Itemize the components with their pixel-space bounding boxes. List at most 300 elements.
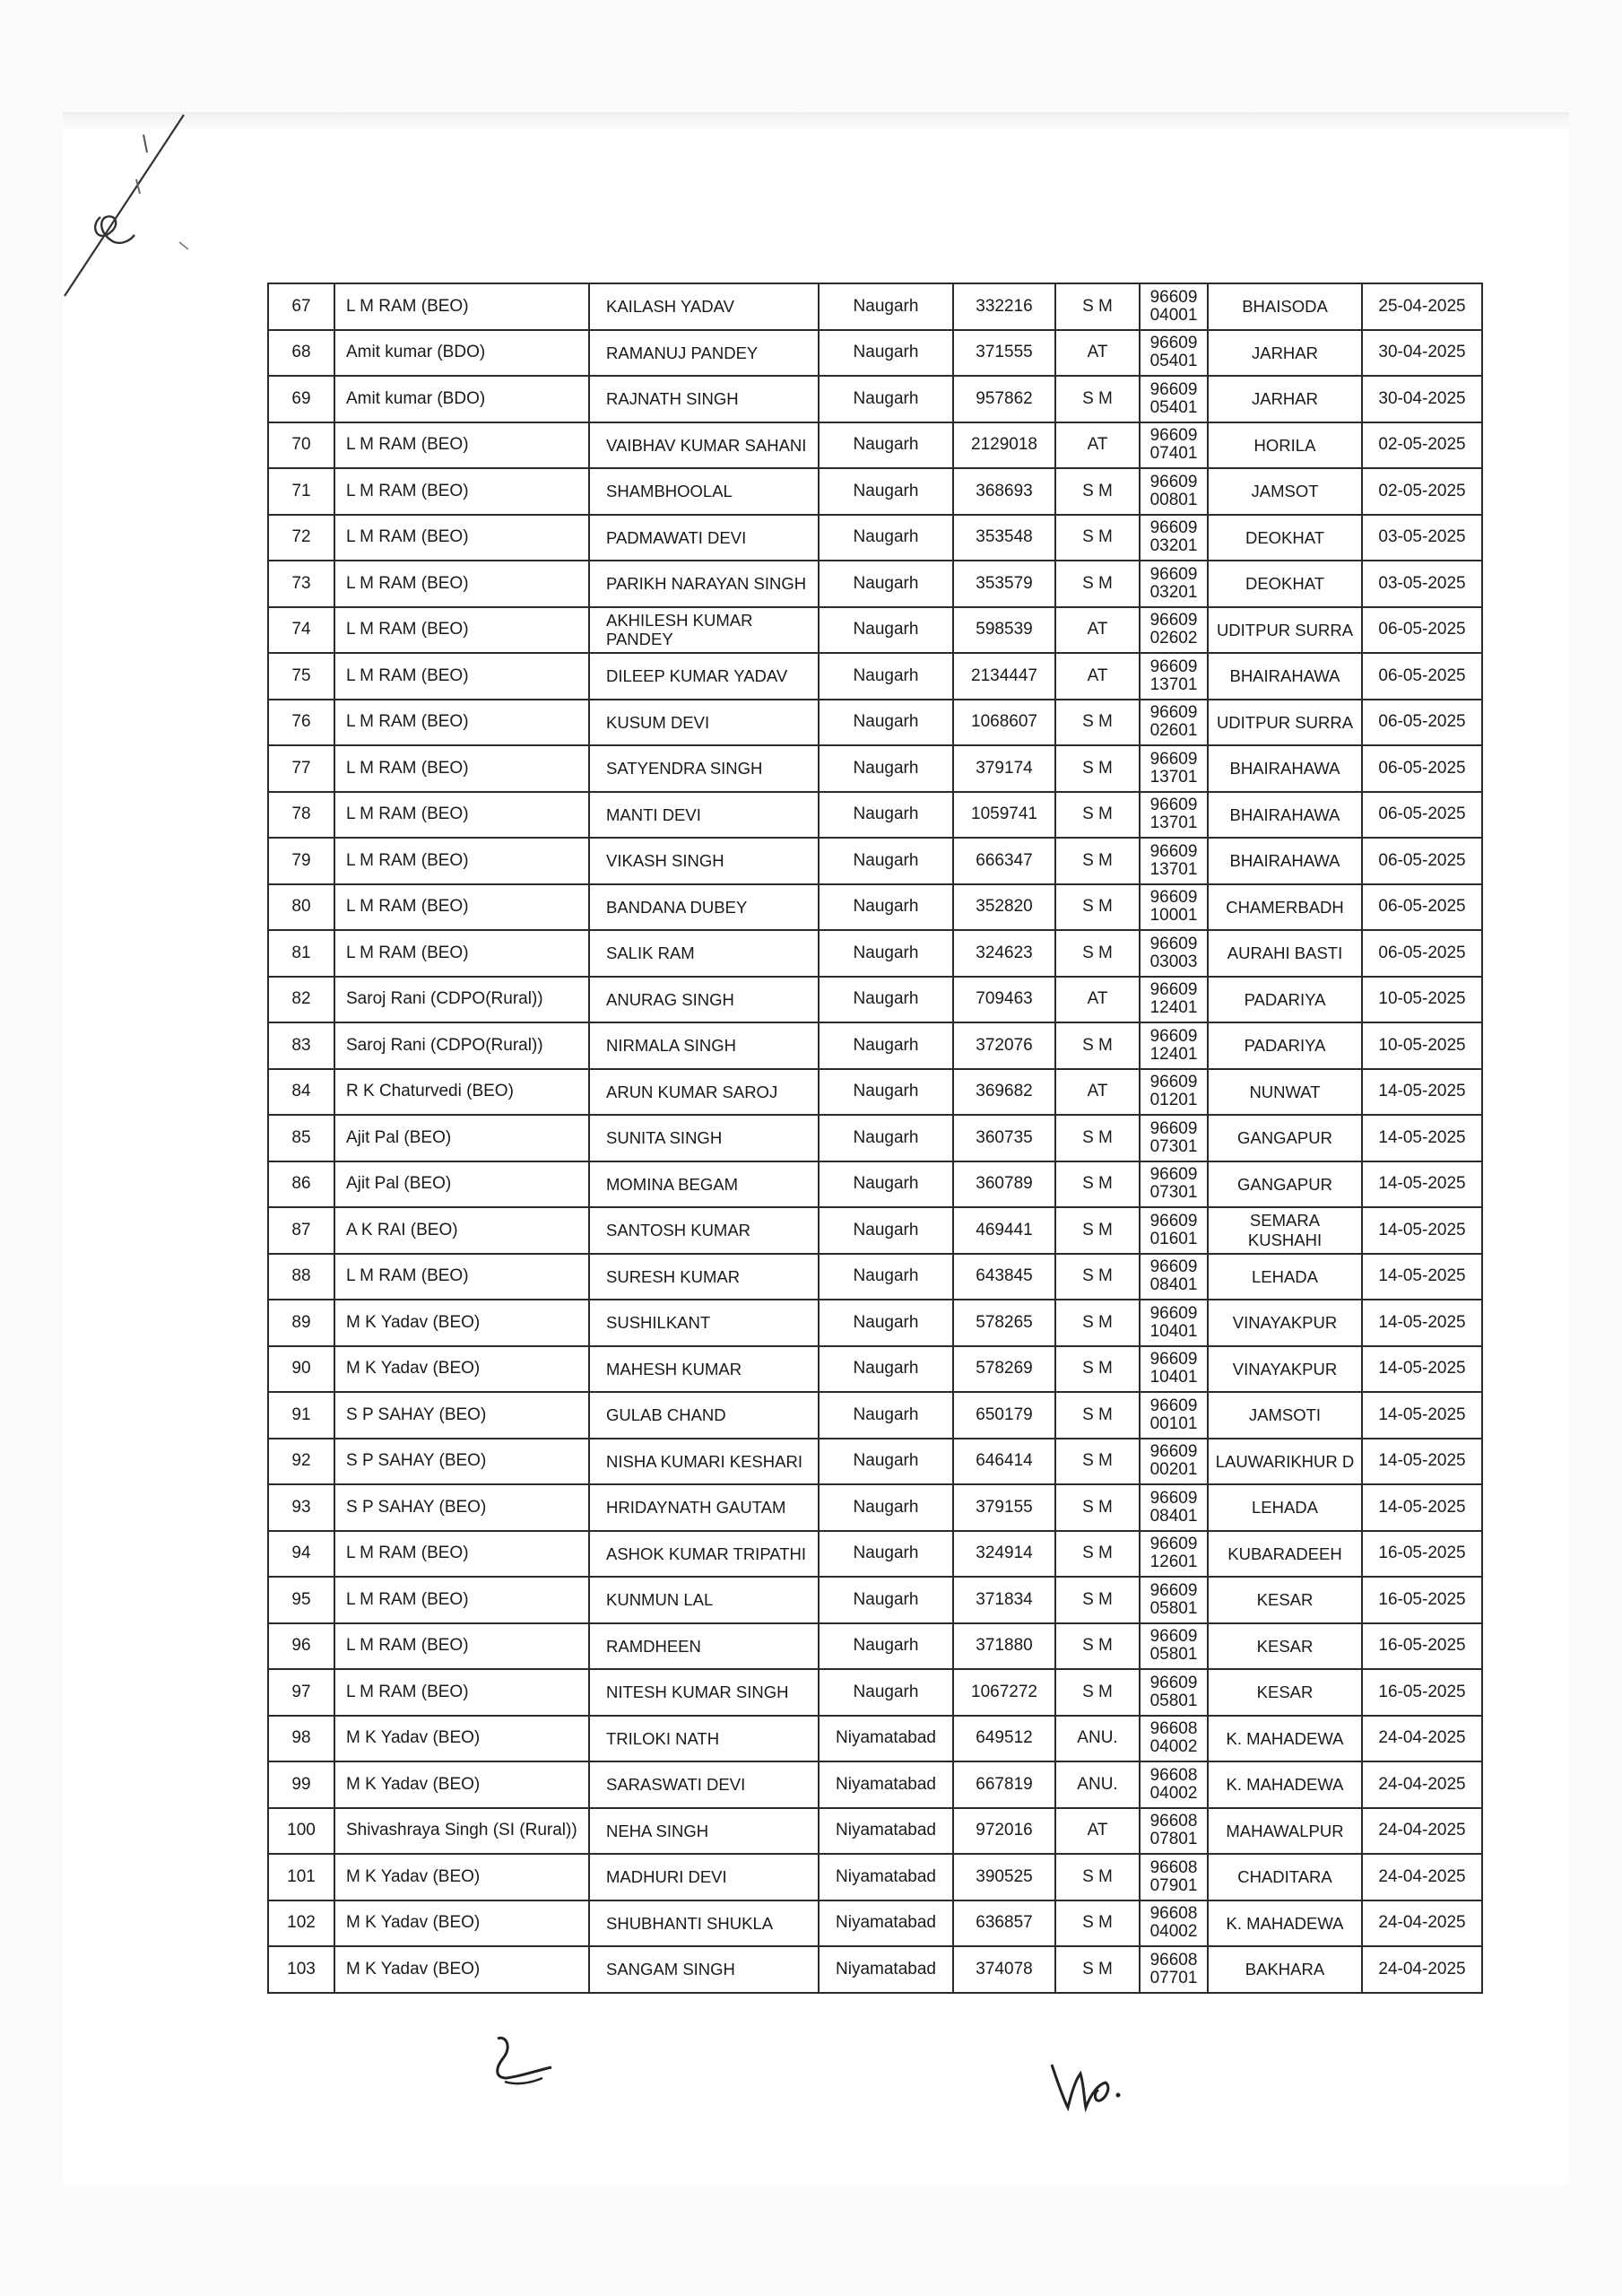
officer-cell: L M RAM (BEO) xyxy=(334,515,589,561)
post-cell: S M xyxy=(1055,1669,1140,1716)
post-cell: S M xyxy=(1055,283,1140,330)
school-code-cell: 96609 07301 xyxy=(1140,1161,1208,1208)
table-row xyxy=(268,884,1482,931)
serial-number-cell: 74 xyxy=(268,607,334,654)
table-row xyxy=(268,1854,1482,1900)
date-cell: 03-05-2025 xyxy=(1362,515,1482,561)
employee-id-cell: 372076 xyxy=(953,1022,1055,1069)
school-location-cell: LEHADA xyxy=(1208,1484,1362,1531)
employee-id-cell: 374078 xyxy=(953,1946,1055,1993)
employee-id-cell: 709463 xyxy=(953,977,1055,1023)
table-row xyxy=(268,977,1482,1023)
serial-number-cell: 82 xyxy=(268,977,334,1023)
school-code-cell: 96609 10401 xyxy=(1140,1346,1208,1393)
officer-cell: L M RAM (BEO) xyxy=(334,884,589,931)
teacher-name-cell: MANTI DEVI xyxy=(589,792,819,839)
school-location-cell: BHAIRAHAWA xyxy=(1208,838,1362,884)
officer-cell: L M RAM (BEO) xyxy=(334,1577,589,1623)
employee-id-cell: 371555 xyxy=(953,330,1055,377)
serial-number-cell: 72 xyxy=(268,515,334,561)
school-code-cell: 96609 08401 xyxy=(1140,1484,1208,1531)
block-cell: Naugarh xyxy=(819,561,953,607)
block-cell: Naugarh xyxy=(819,376,953,422)
employee-id-cell: 353548 xyxy=(953,515,1055,561)
post-cell: S M xyxy=(1055,792,1140,839)
block-cell: Naugarh xyxy=(819,700,953,746)
employee-id-cell: 360735 xyxy=(953,1115,1055,1161)
teacher-name-cell: RAMDHEEN xyxy=(589,1623,819,1670)
serial-number-cell: 69 xyxy=(268,376,334,422)
block-cell: Naugarh xyxy=(819,930,953,977)
post-cell: S M xyxy=(1055,376,1140,422)
school-code-cell: 96609 12401 xyxy=(1140,977,1208,1023)
block-cell: Naugarh xyxy=(819,1623,953,1670)
table-row xyxy=(268,1022,1482,1069)
table-row xyxy=(268,1069,1482,1116)
serial-number-cell: 94 xyxy=(268,1531,334,1578)
teacher-name-cell: NIRMALA SINGH xyxy=(589,1022,819,1069)
block-cell: Naugarh xyxy=(819,1207,953,1254)
school-code-cell: 96609 05401 xyxy=(1140,330,1208,377)
school-location-cell: K. MAHADEWA xyxy=(1208,1900,1362,1947)
post-cell: AT xyxy=(1055,653,1140,700)
date-cell: 14-05-2025 xyxy=(1362,1069,1482,1116)
table-row xyxy=(268,1761,1482,1808)
date-cell: 16-05-2025 xyxy=(1362,1577,1482,1623)
table-row xyxy=(268,561,1482,607)
serial-number-cell: 67 xyxy=(268,283,334,330)
table-row xyxy=(268,1439,1482,1485)
school-code-cell: 96609 05801 xyxy=(1140,1623,1208,1670)
block-cell: Naugarh xyxy=(819,422,953,469)
serial-number-cell: 102 xyxy=(268,1900,334,1947)
employee-id-cell: 1068607 xyxy=(953,700,1055,746)
school-code-cell: 96609 05801 xyxy=(1140,1577,1208,1623)
school-code-cell: 96609 07301 xyxy=(1140,1115,1208,1161)
table-row xyxy=(268,1346,1482,1393)
date-cell: 14-05-2025 xyxy=(1362,1115,1482,1161)
officer-cell: Amit kumar (BDO) xyxy=(334,330,589,377)
school-code-cell: 96609 13701 xyxy=(1140,653,1208,700)
block-cell: Niyamatabad xyxy=(819,1761,953,1808)
employee-id-cell: 379174 xyxy=(953,745,1055,792)
school-location-cell: K. MAHADEWA xyxy=(1208,1716,1362,1762)
employee-id-cell: 368693 xyxy=(953,468,1055,515)
serial-number-cell: 71 xyxy=(268,468,334,515)
table-body xyxy=(268,283,1482,1993)
officer-cell: Saroj Rani (CDPO(Rural)) xyxy=(334,977,589,1023)
school-code-cell: 96609 02602 xyxy=(1140,607,1208,654)
teacher-name-cell: MADHURI DEVI xyxy=(589,1854,819,1900)
employee-id-cell: 371834 xyxy=(953,1577,1055,1623)
school-code-cell: 96609 04001 xyxy=(1140,283,1208,330)
allocation-table-wrap xyxy=(267,283,1481,1994)
date-cell: 06-05-2025 xyxy=(1362,700,1482,746)
block-cell: Naugarh xyxy=(819,1022,953,1069)
serial-number-cell: 86 xyxy=(268,1161,334,1208)
teacher-name-cell: MAHESH KUMAR xyxy=(589,1346,819,1393)
table-row xyxy=(268,330,1482,377)
school-location-cell: KUBARADEEH xyxy=(1208,1531,1362,1578)
officer-cell: L M RAM (BEO) xyxy=(334,792,589,839)
block-cell: Naugarh xyxy=(819,283,953,330)
date-cell: 24-04-2025 xyxy=(1362,1946,1482,1993)
post-cell: S M xyxy=(1055,1439,1140,1485)
table-row xyxy=(268,1161,1482,1208)
school-location-cell: MAHAWALPUR xyxy=(1208,1808,1362,1855)
officer-cell: L M RAM (BEO) xyxy=(334,700,589,746)
serial-number-cell: 70 xyxy=(268,422,334,469)
employee-id-cell: 2129018 xyxy=(953,422,1055,469)
school-location-cell: SEMARA KUSHAHI xyxy=(1208,1207,1362,1254)
serial-number-cell: 84 xyxy=(268,1069,334,1116)
teacher-name-cell: HRIDAYNATH GAUTAM xyxy=(589,1484,819,1531)
teacher-name-cell: NISHA KUMARI KESHARI xyxy=(589,1439,819,1485)
post-cell: S M xyxy=(1055,745,1140,792)
post-cell: S M xyxy=(1055,1392,1140,1439)
employee-id-cell: 667819 xyxy=(953,1761,1055,1808)
school-code-cell: 96609 12401 xyxy=(1140,1022,1208,1069)
school-location-cell: KESAR xyxy=(1208,1669,1362,1716)
post-cell: S M xyxy=(1055,1207,1140,1254)
date-cell: 03-05-2025 xyxy=(1362,561,1482,607)
teacher-name-cell: PARIKH NARAYAN SINGH xyxy=(589,561,819,607)
serial-number-cell: 88 xyxy=(268,1254,334,1300)
block-cell: Niyamatabad xyxy=(819,1900,953,1947)
post-cell: S M xyxy=(1055,1161,1140,1208)
table-row xyxy=(268,1669,1482,1716)
post-cell: S M xyxy=(1055,700,1140,746)
table-row xyxy=(268,1484,1482,1531)
date-cell: 24-04-2025 xyxy=(1362,1716,1482,1762)
officer-cell: L M RAM (BEO) xyxy=(334,1254,589,1300)
employee-id-cell: 1059741 xyxy=(953,792,1055,839)
school-location-cell: BHAIRAHAWA xyxy=(1208,653,1362,700)
employee-id-cell: 646414 xyxy=(953,1439,1055,1485)
scan-edge-shadow xyxy=(63,112,1569,132)
table-row xyxy=(268,653,1482,700)
date-cell: 14-05-2025 xyxy=(1362,1346,1482,1393)
school-location-cell: KESAR xyxy=(1208,1623,1362,1670)
table-row xyxy=(268,1207,1482,1254)
post-cell: S M xyxy=(1055,515,1140,561)
date-cell: 25-04-2025 xyxy=(1362,283,1482,330)
post-cell: S M xyxy=(1055,1115,1140,1161)
date-cell: 14-05-2025 xyxy=(1362,1484,1482,1531)
officer-cell: M K Yadav (BEO) xyxy=(334,1346,589,1393)
teacher-name-cell: VAIBHAV KUMAR SAHANI xyxy=(589,422,819,469)
employee-id-cell: 972016 xyxy=(953,1808,1055,1855)
table-row xyxy=(268,792,1482,839)
officer-cell: M K Yadav (BEO) xyxy=(334,1716,589,1762)
serial-number-cell: 68 xyxy=(268,330,334,377)
block-cell: Naugarh xyxy=(819,1161,953,1208)
officer-cell: Amit kumar (BDO) xyxy=(334,376,589,422)
date-cell: 16-05-2025 xyxy=(1362,1531,1482,1578)
teacher-name-cell: RAJNATH SINGH xyxy=(589,376,819,422)
date-cell: 30-04-2025 xyxy=(1362,330,1482,377)
employee-id-cell: 352820 xyxy=(953,884,1055,931)
table-row xyxy=(268,468,1482,515)
post-cell: AT xyxy=(1055,1808,1140,1855)
date-cell: 14-05-2025 xyxy=(1362,1439,1482,1485)
school-location-cell: UDITPUR SURRA xyxy=(1208,700,1362,746)
teacher-name-cell: KUNMUN LAL xyxy=(589,1577,819,1623)
officer-cell: L M RAM (BEO) xyxy=(334,561,589,607)
teacher-name-cell: SANGAM SINGH xyxy=(589,1946,819,1993)
post-cell: S M xyxy=(1055,1623,1140,1670)
date-cell: 14-05-2025 xyxy=(1362,1207,1482,1254)
block-cell: Naugarh xyxy=(819,1577,953,1623)
block-cell: Naugarh xyxy=(819,515,953,561)
table-row xyxy=(268,745,1482,792)
serial-number-cell: 97 xyxy=(268,1669,334,1716)
employee-id-cell: 469441 xyxy=(953,1207,1055,1254)
post-cell: S M xyxy=(1055,1900,1140,1947)
serial-number-cell: 100 xyxy=(268,1808,334,1855)
post-cell: AT xyxy=(1055,607,1140,654)
post-cell: S M xyxy=(1055,468,1140,515)
serial-number-cell: 96 xyxy=(268,1623,334,1670)
employee-id-cell: 324623 xyxy=(953,930,1055,977)
post-cell: ANU. xyxy=(1055,1716,1140,1762)
date-cell: 30-04-2025 xyxy=(1362,376,1482,422)
officer-cell: M K Yadav (BEO) xyxy=(334,1900,589,1947)
school-location-cell: PADARIYA xyxy=(1208,977,1362,1023)
school-code-cell: 96609 05401 xyxy=(1140,376,1208,422)
serial-number-cell: 101 xyxy=(268,1854,334,1900)
school-code-cell: 96608 07901 xyxy=(1140,1854,1208,1900)
block-cell: Naugarh xyxy=(819,884,953,931)
school-location-cell: BHAIRAHAWA xyxy=(1208,792,1362,839)
employee-id-cell: 379155 xyxy=(953,1484,1055,1531)
table-row xyxy=(268,283,1482,330)
handwritten-signature-left xyxy=(480,2031,560,2094)
post-cell: S M xyxy=(1055,561,1140,607)
post-cell: S M xyxy=(1055,1484,1140,1531)
table-row xyxy=(268,422,1482,469)
school-code-cell: 96609 13701 xyxy=(1140,838,1208,884)
officer-cell: Shivashraya Singh (SI (Rural)) xyxy=(334,1808,589,1855)
teacher-name-cell: SHUBHANTI SHUKLA xyxy=(589,1900,819,1947)
officer-cell: S P SAHAY (BEO) xyxy=(334,1392,589,1439)
school-location-cell: CHADITARA xyxy=(1208,1854,1362,1900)
officer-cell: S P SAHAY (BEO) xyxy=(334,1484,589,1531)
post-cell: AT xyxy=(1055,1069,1140,1116)
school-location-cell: VINAYAKPUR xyxy=(1208,1346,1362,1393)
post-cell: S M xyxy=(1055,1854,1140,1900)
date-cell: 24-04-2025 xyxy=(1362,1761,1482,1808)
school-location-cell: JAMSOTI xyxy=(1208,1392,1362,1439)
employee-id-cell: 650179 xyxy=(953,1392,1055,1439)
teacher-name-cell: DILEEP KUMAR YADAV xyxy=(589,653,819,700)
teacher-name-cell: SURESH KUMAR xyxy=(589,1254,819,1300)
school-location-cell: NUNWAT xyxy=(1208,1069,1362,1116)
serial-number-cell: 80 xyxy=(268,884,334,931)
date-cell: 02-05-2025 xyxy=(1362,422,1482,469)
officer-cell: A K RAI (BEO) xyxy=(334,1207,589,1254)
post-cell: S M xyxy=(1055,1531,1140,1578)
post-cell: S M xyxy=(1055,1346,1140,1393)
school-code-cell: 96609 13701 xyxy=(1140,745,1208,792)
date-cell: 14-05-2025 xyxy=(1362,1392,1482,1439)
school-code-cell: 96609 00201 xyxy=(1140,1439,1208,1485)
date-cell: 06-05-2025 xyxy=(1362,792,1482,839)
date-cell: 14-05-2025 xyxy=(1362,1161,1482,1208)
officer-cell: L M RAM (BEO) xyxy=(334,653,589,700)
teacher-name-cell: VIKASH SINGH xyxy=(589,838,819,884)
date-cell: 14-05-2025 xyxy=(1362,1254,1482,1300)
post-cell: S M xyxy=(1055,1022,1140,1069)
school-location-cell: BHAISODA xyxy=(1208,283,1362,330)
employee-id-cell: 598539 xyxy=(953,607,1055,654)
school-code-cell: 96608 04002 xyxy=(1140,1761,1208,1808)
block-cell: Naugarh xyxy=(819,1531,953,1578)
employee-id-cell: 1067272 xyxy=(953,1669,1055,1716)
school-location-cell: GANGAPUR xyxy=(1208,1115,1362,1161)
date-cell: 06-05-2025 xyxy=(1362,930,1482,977)
date-cell: 06-05-2025 xyxy=(1362,607,1482,654)
post-cell: S M xyxy=(1055,884,1140,931)
serial-number-cell: 79 xyxy=(268,838,334,884)
serial-number-cell: 90 xyxy=(268,1346,334,1393)
serial-number-cell: 73 xyxy=(268,561,334,607)
teacher-name-cell: GULAB CHAND xyxy=(589,1392,819,1439)
serial-number-cell: 99 xyxy=(268,1761,334,1808)
serial-number-cell: 83 xyxy=(268,1022,334,1069)
school-code-cell: 96608 04002 xyxy=(1140,1716,1208,1762)
block-cell: Naugarh xyxy=(819,468,953,515)
block-cell: Niyamatabad xyxy=(819,1946,953,1993)
serial-number-cell: 76 xyxy=(268,700,334,746)
block-cell: Naugarh xyxy=(819,1669,953,1716)
school-code-cell: 96609 13701 xyxy=(1140,792,1208,839)
school-location-cell: LEHADA xyxy=(1208,1254,1362,1300)
post-cell: S M xyxy=(1055,1300,1140,1346)
date-cell: 16-05-2025 xyxy=(1362,1669,1482,1716)
school-location-cell: DEOKHAT xyxy=(1208,515,1362,561)
table-row xyxy=(268,515,1482,561)
teacher-name-cell: SARASWATI DEVI xyxy=(589,1761,819,1808)
date-cell: 06-05-2025 xyxy=(1362,838,1482,884)
date-cell: 10-05-2025 xyxy=(1362,977,1482,1023)
date-cell: 24-04-2025 xyxy=(1362,1900,1482,1947)
officer-cell: Saroj Rani (CDPO(Rural)) xyxy=(334,1022,589,1069)
serial-number-cell: 87 xyxy=(268,1207,334,1254)
serial-number-cell: 91 xyxy=(268,1392,334,1439)
school-code-cell: 96609 00801 xyxy=(1140,468,1208,515)
post-cell: S M xyxy=(1055,1946,1140,1993)
teacher-name-cell: ASHOK KUMAR TRIPATHI xyxy=(589,1531,819,1578)
teacher-name-cell: SANTOSH KUMAR xyxy=(589,1207,819,1254)
teacher-name-cell: SUSHILKANT xyxy=(589,1300,819,1346)
teacher-name-cell: PADMAWATI DEVI xyxy=(589,515,819,561)
serial-number-cell: 77 xyxy=(268,745,334,792)
employee-id-cell: 649512 xyxy=(953,1716,1055,1762)
school-location-cell: K. MAHADEWA xyxy=(1208,1761,1362,1808)
handwritten-signature-right xyxy=(1045,2054,1134,2126)
table-row xyxy=(268,1946,1482,1993)
school-location-cell: VINAYAKPUR xyxy=(1208,1300,1362,1346)
officer-cell: M K Yadav (BEO) xyxy=(334,1300,589,1346)
serial-number-cell: 75 xyxy=(268,653,334,700)
post-cell: S M xyxy=(1055,1254,1140,1300)
officer-cell: L M RAM (BEO) xyxy=(334,745,589,792)
officer-cell: L M RAM (BEO) xyxy=(334,1669,589,1716)
school-location-cell: CHAMERBADH xyxy=(1208,884,1362,931)
date-cell: 24-04-2025 xyxy=(1362,1808,1482,1855)
table-row xyxy=(268,930,1482,977)
date-cell: 06-05-2025 xyxy=(1362,653,1482,700)
school-location-cell: BAKHARA xyxy=(1208,1946,1362,1993)
post-cell: S M xyxy=(1055,838,1140,884)
table-row xyxy=(268,1577,1482,1623)
date-cell: 14-05-2025 xyxy=(1362,1300,1482,1346)
serial-number-cell: 85 xyxy=(268,1115,334,1161)
officer-cell: M K Yadav (BEO) xyxy=(334,1854,589,1900)
employee-id-cell: 636857 xyxy=(953,1900,1055,1947)
employee-id-cell: 578269 xyxy=(953,1346,1055,1393)
date-cell: 02-05-2025 xyxy=(1362,468,1482,515)
employee-id-cell: 390525 xyxy=(953,1854,1055,1900)
teacher-name-cell: NITESH KUMAR SINGH xyxy=(589,1669,819,1716)
post-cell: S M xyxy=(1055,930,1140,977)
block-cell: Naugarh xyxy=(819,838,953,884)
school-code-cell: 96609 00101 xyxy=(1140,1392,1208,1439)
school-code-cell: 96609 03201 xyxy=(1140,515,1208,561)
school-code-cell: 96609 07401 xyxy=(1140,422,1208,469)
teacher-name-cell: SHAMBHOOLAL xyxy=(589,468,819,515)
officer-cell: L M RAM (BEO) xyxy=(334,1531,589,1578)
block-cell: Naugarh xyxy=(819,607,953,654)
table-row xyxy=(268,1115,1482,1161)
school-code-cell: 96608 07701 xyxy=(1140,1946,1208,1993)
officer-cell: L M RAM (BEO) xyxy=(334,422,589,469)
school-location-cell: GANGAPUR xyxy=(1208,1161,1362,1208)
teacher-name-cell: TRILOKI NATH xyxy=(589,1716,819,1762)
table-row xyxy=(268,376,1482,422)
school-code-cell: 96609 01201 xyxy=(1140,1069,1208,1116)
block-cell: Naugarh xyxy=(819,653,953,700)
teacher-name-cell: SUNITA SINGH xyxy=(589,1115,819,1161)
post-cell: AT xyxy=(1055,977,1140,1023)
employee-id-cell: 353579 xyxy=(953,561,1055,607)
allocation-table xyxy=(267,283,1483,1994)
school-location-cell: PADARIYA xyxy=(1208,1022,1362,1069)
school-code-cell: 96609 10401 xyxy=(1140,1300,1208,1346)
serial-number-cell: 98 xyxy=(268,1716,334,1762)
serial-number-cell: 93 xyxy=(268,1484,334,1531)
table-row xyxy=(268,700,1482,746)
school-code-cell: 96609 12601 xyxy=(1140,1531,1208,1578)
officer-cell: S P SAHAY (BEO) xyxy=(334,1439,589,1485)
post-cell: ANU. xyxy=(1055,1761,1140,1808)
school-location-cell: LAUWARIKHUR D xyxy=(1208,1439,1362,1485)
block-cell: Naugarh xyxy=(819,745,953,792)
serial-number-cell: 81 xyxy=(268,930,334,977)
block-cell: Naugarh xyxy=(819,1254,953,1300)
employee-id-cell: 666347 xyxy=(953,838,1055,884)
employee-id-cell: 578265 xyxy=(953,1300,1055,1346)
table-row xyxy=(268,607,1482,654)
block-cell: Naugarh xyxy=(819,1439,953,1485)
block-cell: Naugarh xyxy=(819,330,953,377)
table-row xyxy=(268,1531,1482,1578)
school-location-cell: HORILA xyxy=(1208,422,1362,469)
date-cell: 10-05-2025 xyxy=(1362,1022,1482,1069)
post-cell: AT xyxy=(1055,330,1140,377)
school-code-cell: 96608 07801 xyxy=(1140,1808,1208,1855)
